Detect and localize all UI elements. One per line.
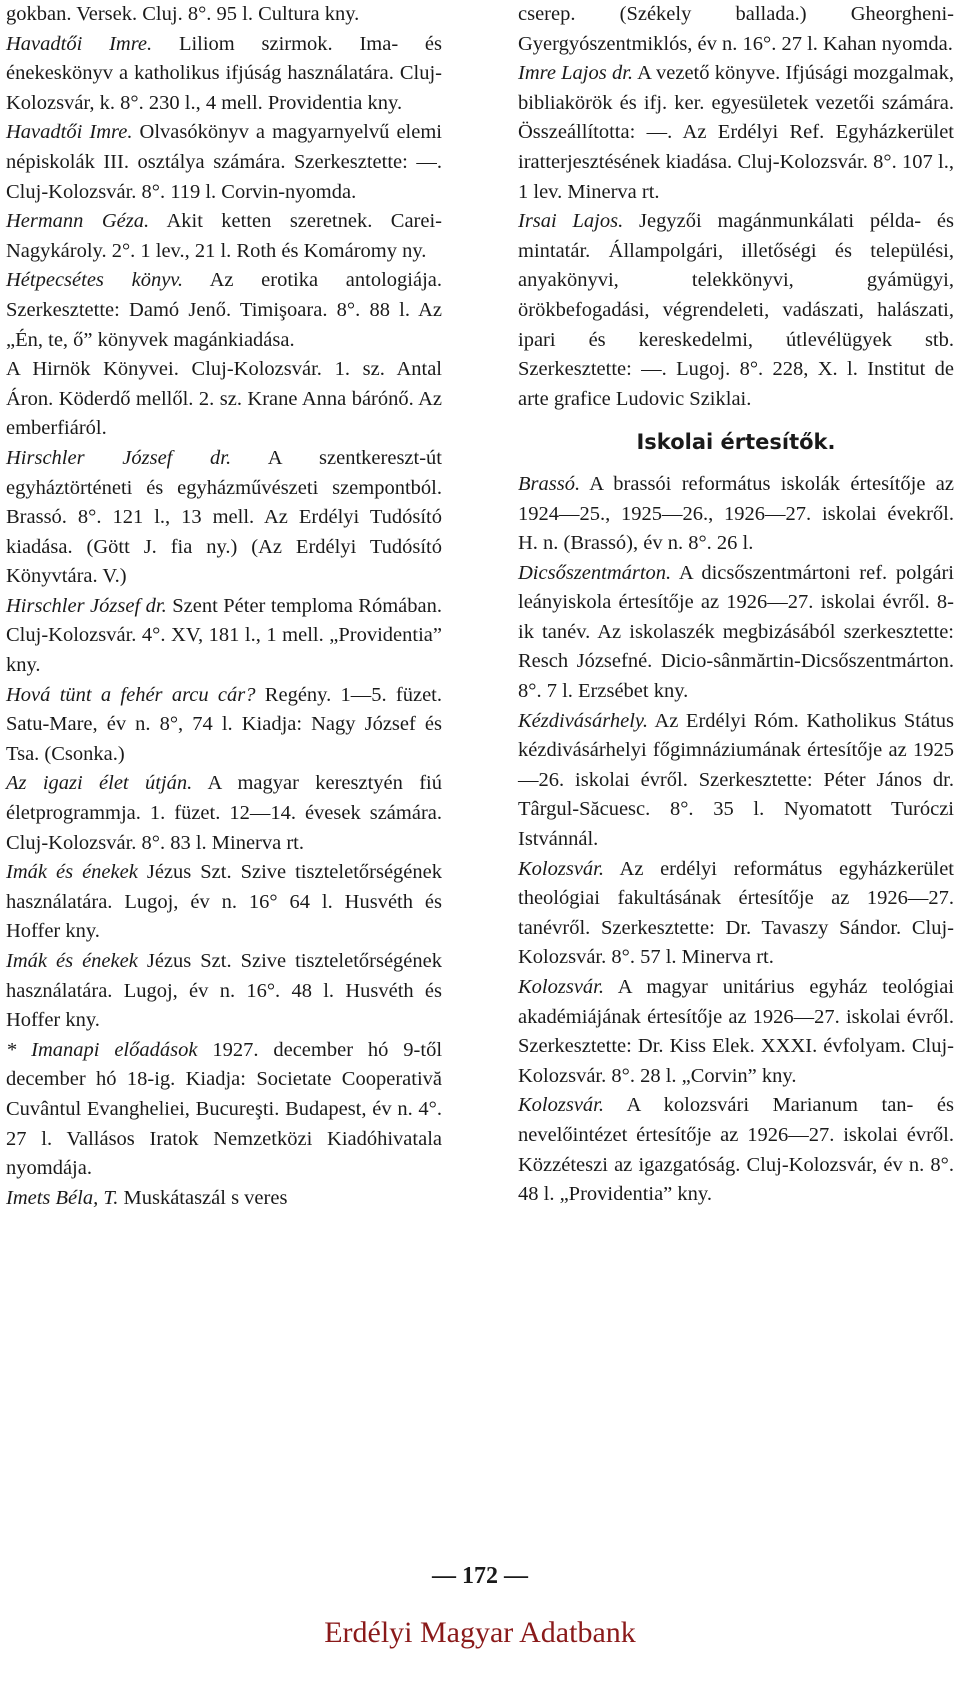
bibliography-entry (6, 266, 442, 355)
bibliography-entry (6, 0, 442, 30)
bibliography-entry (518, 59, 954, 207)
bibliography-entry (6, 444, 442, 592)
bibliography-entry (6, 681, 442, 770)
bibliography-entry (518, 207, 954, 414)
bibliography-entry (518, 559, 954, 707)
entry-lead: Kolozsvár. (518, 857, 605, 880)
entry-lead: Hová tünt a fehér arcu cár? (6, 683, 256, 706)
entry-text: A kolozsvári Marianum tan- és nevelőintézet értesítője az 1926—27. iskolai évről. Közzéteszi az igazgatóság. Cluj-Kolozsvár, év n. 8°. 48 l. „Providentia” kny. (518, 1094, 954, 1206)
bibliography-entry (6, 592, 442, 681)
entry-text: Regény. 1—5. füzet. Satu-Mare, év n. 8°, 74 l. Kiadja: Nagy József és Tsa. (Csonka.) (6, 683, 443, 765)
bibliography-entry (518, 470, 954, 559)
bibliography-entry (6, 207, 442, 266)
entry-text: A dicsőszentmártoni ref. polgári leányiskola értesítője az 1926—27. iskolai évről. 8-ik tanév. Az iskolaszék megbizásából szerkesztette: Resch Józsefné. Dicio-sânmărtin-Dicsőszentmárton. 8°. 7 l. Erzsébet kny. (518, 561, 954, 703)
entry-text: gokban. Versek. Cluj. 8°. 95 l. Cultura kny. (6, 3, 360, 25)
entry-text: A magyar keresztyén fiú életprogrammja. 1. füzet. 12—14. évesek számára. Cluj-Kolozsvár. 8°. 83 l. Minerva rt. (6, 772, 442, 854)
entry-lead: Irsai Lajos. (518, 210, 624, 233)
entry-text: cserep. (Székely ballada.) Gheorgheni-Gyergyószentmiklós, év n. 16°. 27 l. Kahan nyomda. (518, 3, 954, 55)
left-column (6, 0, 442, 1213)
entry-lead: Az igazi élet útján. (6, 772, 193, 795)
entry-lead: Hirschler József dr. (6, 594, 167, 617)
bibliography-entry (6, 1184, 442, 1214)
entry-text: Az erotika antologiája. Szerkesztette: Damó Jenő. Timişoara. 8°. 88 l. Az „Én, te, ő” könyvek magánkiadása. (6, 269, 442, 351)
entry-text: Liliom szirmok. Ima- és énekeskönyv a katholikus ifjúság használatára. Cluj-Kolozsvár, k. 8°. 230 l., 4 mell. Providentia kny. (6, 32, 443, 114)
entry-lead: Imák és énekek (6, 950, 138, 972)
entry-lead: Hétpecsétes könyv. (6, 269, 183, 292)
entry-lead: Imre Lajos dr. (518, 62, 634, 85)
footer-watermark: Erdélyi Magyar Adatbank (324, 1616, 636, 1649)
entry-text: Az Erdélyi Róm. Katholikus Státus kézdivásárhelyi főgimnáziumának értesítője az 1925—26. iskolai évről. Szerkesztette: Péter János dr. Târgul-Săcuesc. 8°. 35 l. Nyomatott Turóczi Istvánnál. (518, 709, 955, 851)
entry-lead: Kolozsvár. (518, 976, 605, 998)
entry-text: A brassói református iskolák értesítője az 1924—25., 1925—26., 1926—27. iskolai évekről. H. n. (Brassó), év n. 8°. 26 l. (518, 472, 954, 555)
entry-text: 1927. december hó 9-től december hó 18-ig. Kiadja: Societate Cooperativă Cuvântul Evangheliei, Bucureşti. Budapest, év n. 4°. 27 l. Vallásos Iratok Nemzetközi Kiadóhivatala nyomdája. (6, 1038, 443, 1180)
entry-lead: Brassó. (518, 472, 581, 495)
entry-text: Jegyzői magánmunkálati példa- és mintatár. Állampolgári, illetőségi és települési, anyakönyvi, telekkönyvi, gyámügyi, örökbefogadási, végrendeleti, vadászati, halászati, ipari és kereskedelmi, útlevélügyek stb. Szerkesztette: —. Lugoj. 8°. 228, X. l. Institut de arte grafice Ludovic Sziklai. (518, 210, 954, 410)
entry-text: Az erdélyi református egyházkerület theológiai fakultásának értesítője az 1926—27. tanévről. Szerkesztette: Dr. Tavaszy Sándor. Cluj-Kolozsvár. 8°. 57 l. Minerva rt. (518, 857, 955, 969)
entry-text: Olvasókönyv a magyarnyelvű elemi népiskolák III. osztálya számára. Szerkesztette: —. Cluj-Kolozsvár. 8°. 119 l. Corvin-nyomda. (6, 121, 442, 203)
entry-lead: Havadtői Imre. (6, 121, 133, 144)
entry-text: A magyar unitárius egyház teológiai akadémiájának értesítője az 1926—27. iskolai évről. Szerkesztette: Dr. Kiss Elek. XXXI. évfolyam. Cluj-Kolozsvár. 8°. 28 l. „Corvin” kny. (518, 976, 954, 1087)
entry-text: A Hirnök Könyvei. Cluj-Kolozsvár. 1. sz. Antal Áron. Köderdő mellől. 2. sz. Krane Anna bárónő. Az emberfiáról. (6, 358, 442, 440)
entry-lead: Kolozsvár. (518, 1094, 605, 1117)
entry-text: Jézus Szt. Szive tiszteletőrségének használatára. Lugoj, év n. 16°. 48 l. Husvéth és Hoffer kny. (6, 950, 442, 1032)
entry-text: Jézus Szt. Szive tiszteletőrségének használatára. Lugoj, év n. 16° 64 l. Husvéth és Hoffer kny. (6, 861, 442, 943)
entry-lead: Imák és énekek (6, 861, 138, 884)
entry-lead: Hirschler József dr. (6, 446, 232, 469)
entry-lead: Imets Béla, T. (6, 1186, 119, 1209)
entry-lead: Hermann Géza. (6, 210, 150, 233)
bibliography-entry (6, 1036, 442, 1184)
bibliography-entry (518, 0, 954, 59)
bibliography-entry (518, 855, 954, 973)
bibliography-entry (518, 1091, 954, 1209)
entry-text: A vezető könyve. Ifjúsági mozgalmak, bibliakörök és ifj. ker. egyesületek vezetői számára. Összeállította: —. Az Erdélyi Ref. Egyházkerület iratterjesztésének kiadása. Cluj-Kolozsvár. 8°. 107 l., 1 lev. Minerva rt. (518, 62, 954, 203)
entry-lead: * Imanapi előadások (6, 1038, 198, 1061)
right-column (518, 0, 954, 1210)
bibliography-entry (518, 973, 954, 1091)
bibliography-entry (6, 858, 442, 947)
entry-text: A szentkereszt-út egyháztörténeti és egyházművészeti szempontból. Brassó. 8°. 121 l., 13 mell. Az Erdélyi Tudósító kiadása. (Gött J. fia ny.) (Az Erdélyi Tudósító Könyvtára. V.) (6, 446, 442, 588)
entry-text: Szent Péter temploma Rómában. Cluj-Kolozsvár. 4°. XV, 181 l., 1 mell. „Providentia” kny. (6, 594, 443, 677)
entry-text: Akit ketten szeretnek. Carei-Nagykároly. 2°. 1 lev., 21 l. Roth és Komáromy ny. (6, 210, 442, 262)
section-heading: Iskolai értesítők. (636, 430, 836, 455)
entry-lead: Kézdivásárhely. (518, 709, 649, 732)
entry-lead: Dicsőszentmárton. (518, 561, 672, 584)
entry-text: Muskátaszál s veres (123, 1186, 288, 1209)
bibliography-entry (6, 947, 442, 1036)
bibliography-entry (6, 769, 442, 858)
bibliography-entry (6, 355, 442, 444)
bibliography-entry (6, 30, 442, 119)
bibliography-entry (6, 118, 442, 207)
page-number: — 172 — (432, 1563, 528, 1589)
bibliography-entry (518, 707, 954, 855)
entry-lead: Havadtői Imre. (6, 32, 153, 55)
